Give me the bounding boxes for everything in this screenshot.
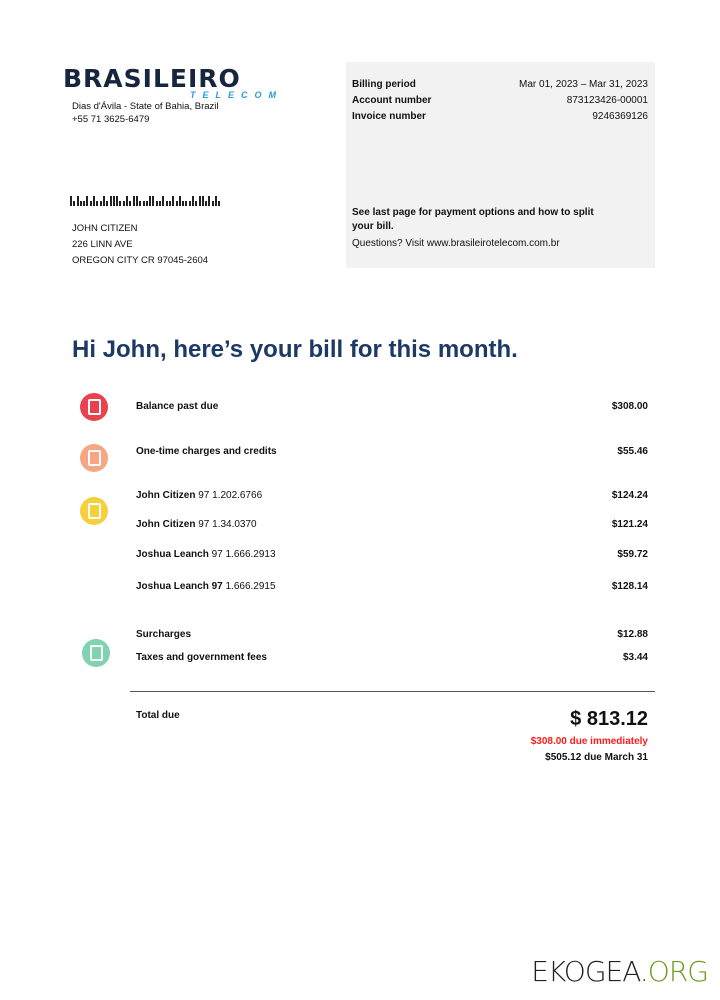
barcode-bar (80, 201, 82, 206)
phone-lines-icon (80, 497, 108, 525)
due-later: $505.12 due March 31 (545, 752, 648, 763)
charge-label: Surcharges (136, 629, 192, 640)
invoice-label: Invoice number (352, 111, 426, 122)
billing-period-label: Billing period (352, 79, 416, 90)
barcode-bar (93, 196, 95, 206)
charge-amount: $124.24 (611, 490, 648, 501)
barcode-bar (195, 201, 197, 206)
watermark (531, 955, 708, 988)
charge-amount: $12.88 (617, 629, 648, 640)
barcode-bar (169, 201, 171, 206)
barcode-bar (86, 196, 88, 206)
charge-row (136, 629, 648, 640)
barcode-bar (83, 201, 85, 206)
barcode-bar (199, 196, 201, 206)
charge-row (136, 519, 648, 530)
barcode-bar (179, 196, 181, 206)
barcode-bar (215, 196, 217, 206)
charge-label: One-time charges and credits (136, 446, 277, 457)
charge-label: Joshua Leanch 97 1.666.2913 (136, 549, 276, 560)
account-summary-box (346, 62, 655, 268)
barcode-bar (212, 201, 214, 206)
barcode-bar (182, 201, 184, 206)
barcode-bar (152, 196, 154, 206)
barcode-bar (162, 196, 164, 206)
barcode-bar (136, 196, 138, 206)
total-amount: $ 813.12 (570, 708, 648, 730)
barcode-bar (96, 201, 98, 206)
charge-label: Balance past due (136, 401, 219, 412)
charge-amount: $3.44 (622, 652, 648, 663)
divider (130, 691, 655, 692)
charge-label: Joshua Leanch 97 1.666.2915 (136, 581, 276, 592)
barcode-bar (192, 196, 194, 206)
billing-period: Mar 01, 2023 – Mar 31, 2023 (519, 79, 648, 90)
watermark-part: EKOGEA. (531, 955, 648, 988)
one-time-charges-icon (80, 444, 108, 472)
total-due-label: Total due (136, 710, 180, 721)
account-label: Account number (352, 95, 432, 106)
charge-row (136, 490, 648, 501)
barcode-bar (129, 201, 131, 206)
charge-amount: $121.24 (611, 519, 648, 530)
barcode-bar (166, 201, 168, 206)
barcode-bar (189, 201, 191, 206)
charge-row (136, 581, 648, 592)
barcode-bar (205, 201, 207, 206)
barcode-bar (100, 201, 102, 206)
company-logo-sub: TELECOM (190, 90, 283, 100)
charge-row (136, 446, 648, 457)
company-address: Dias d'Ávila - State of Bahia, Brazil (72, 101, 219, 112)
charge-amount: $308.00 (611, 401, 648, 412)
charge-amount: $59.72 (617, 549, 648, 560)
barcode-bar (90, 201, 92, 206)
company-phone: +55 71 3625-6479 (72, 114, 150, 125)
barcode-bar (218, 201, 220, 206)
company-logo: BRASILEIRO (63, 64, 241, 93)
barcode-bar (185, 201, 187, 206)
charge-row (136, 549, 648, 560)
payment-note: See last page for payment options and how to split your bill. (352, 207, 594, 232)
customer-city: OREGON CITY CR 97045-2604 (72, 255, 209, 266)
barcode-bar (106, 201, 108, 206)
barcode-bar (113, 196, 115, 206)
past-due-icon (80, 393, 108, 421)
barcode-bar (70, 196, 72, 206)
charge-amount: $128.14 (611, 581, 648, 592)
barcode-bar (139, 201, 141, 206)
barcode-bar (143, 201, 145, 206)
watermark-org: ORG (647, 955, 708, 988)
barcode-bar (133, 196, 135, 206)
charge-row (136, 401, 648, 412)
barcode-bar (126, 196, 128, 206)
charge-label: John Citizen 97 1.202.6766 (136, 490, 263, 501)
charge-label: John Citizen 97 1.34.0370 (136, 519, 257, 530)
barcode-bar (119, 201, 121, 206)
barcode-bar (149, 196, 151, 206)
charge-row (136, 652, 648, 663)
barcode-bar (77, 196, 79, 206)
questions-link[interactable]: Questions? Visit www.brasileirotelecom.com.br (352, 238, 560, 249)
postal-barcode (70, 196, 220, 206)
barcode-bar (202, 196, 204, 206)
barcode-bar (159, 201, 161, 206)
customer-name: JOHN CITIZEN (72, 223, 138, 234)
fees-document-icon (82, 639, 110, 667)
account-number: 873123426-00001 (566, 95, 648, 106)
barcode-bar (146, 201, 148, 206)
barcode-bar (116, 196, 118, 206)
barcode-bar (110, 196, 112, 206)
barcode-bar (103, 196, 105, 206)
charge-label: Taxes and government fees (136, 652, 267, 663)
due-immediately: $308.00 due immediately (530, 736, 648, 747)
invoice-number: 9246369126 (592, 111, 648, 122)
barcode-bar (172, 196, 174, 206)
customer-street: 226 LINN AVE (72, 239, 133, 250)
barcode-bar (156, 201, 158, 206)
barcode-bar (73, 201, 75, 206)
barcode-bar (176, 201, 178, 206)
barcode-bar (208, 196, 210, 206)
charge-amount: $55.46 (617, 446, 648, 457)
greeting-heading: Hi John, here’s your bill for this month. (72, 336, 518, 363)
barcode-bar (123, 201, 125, 206)
